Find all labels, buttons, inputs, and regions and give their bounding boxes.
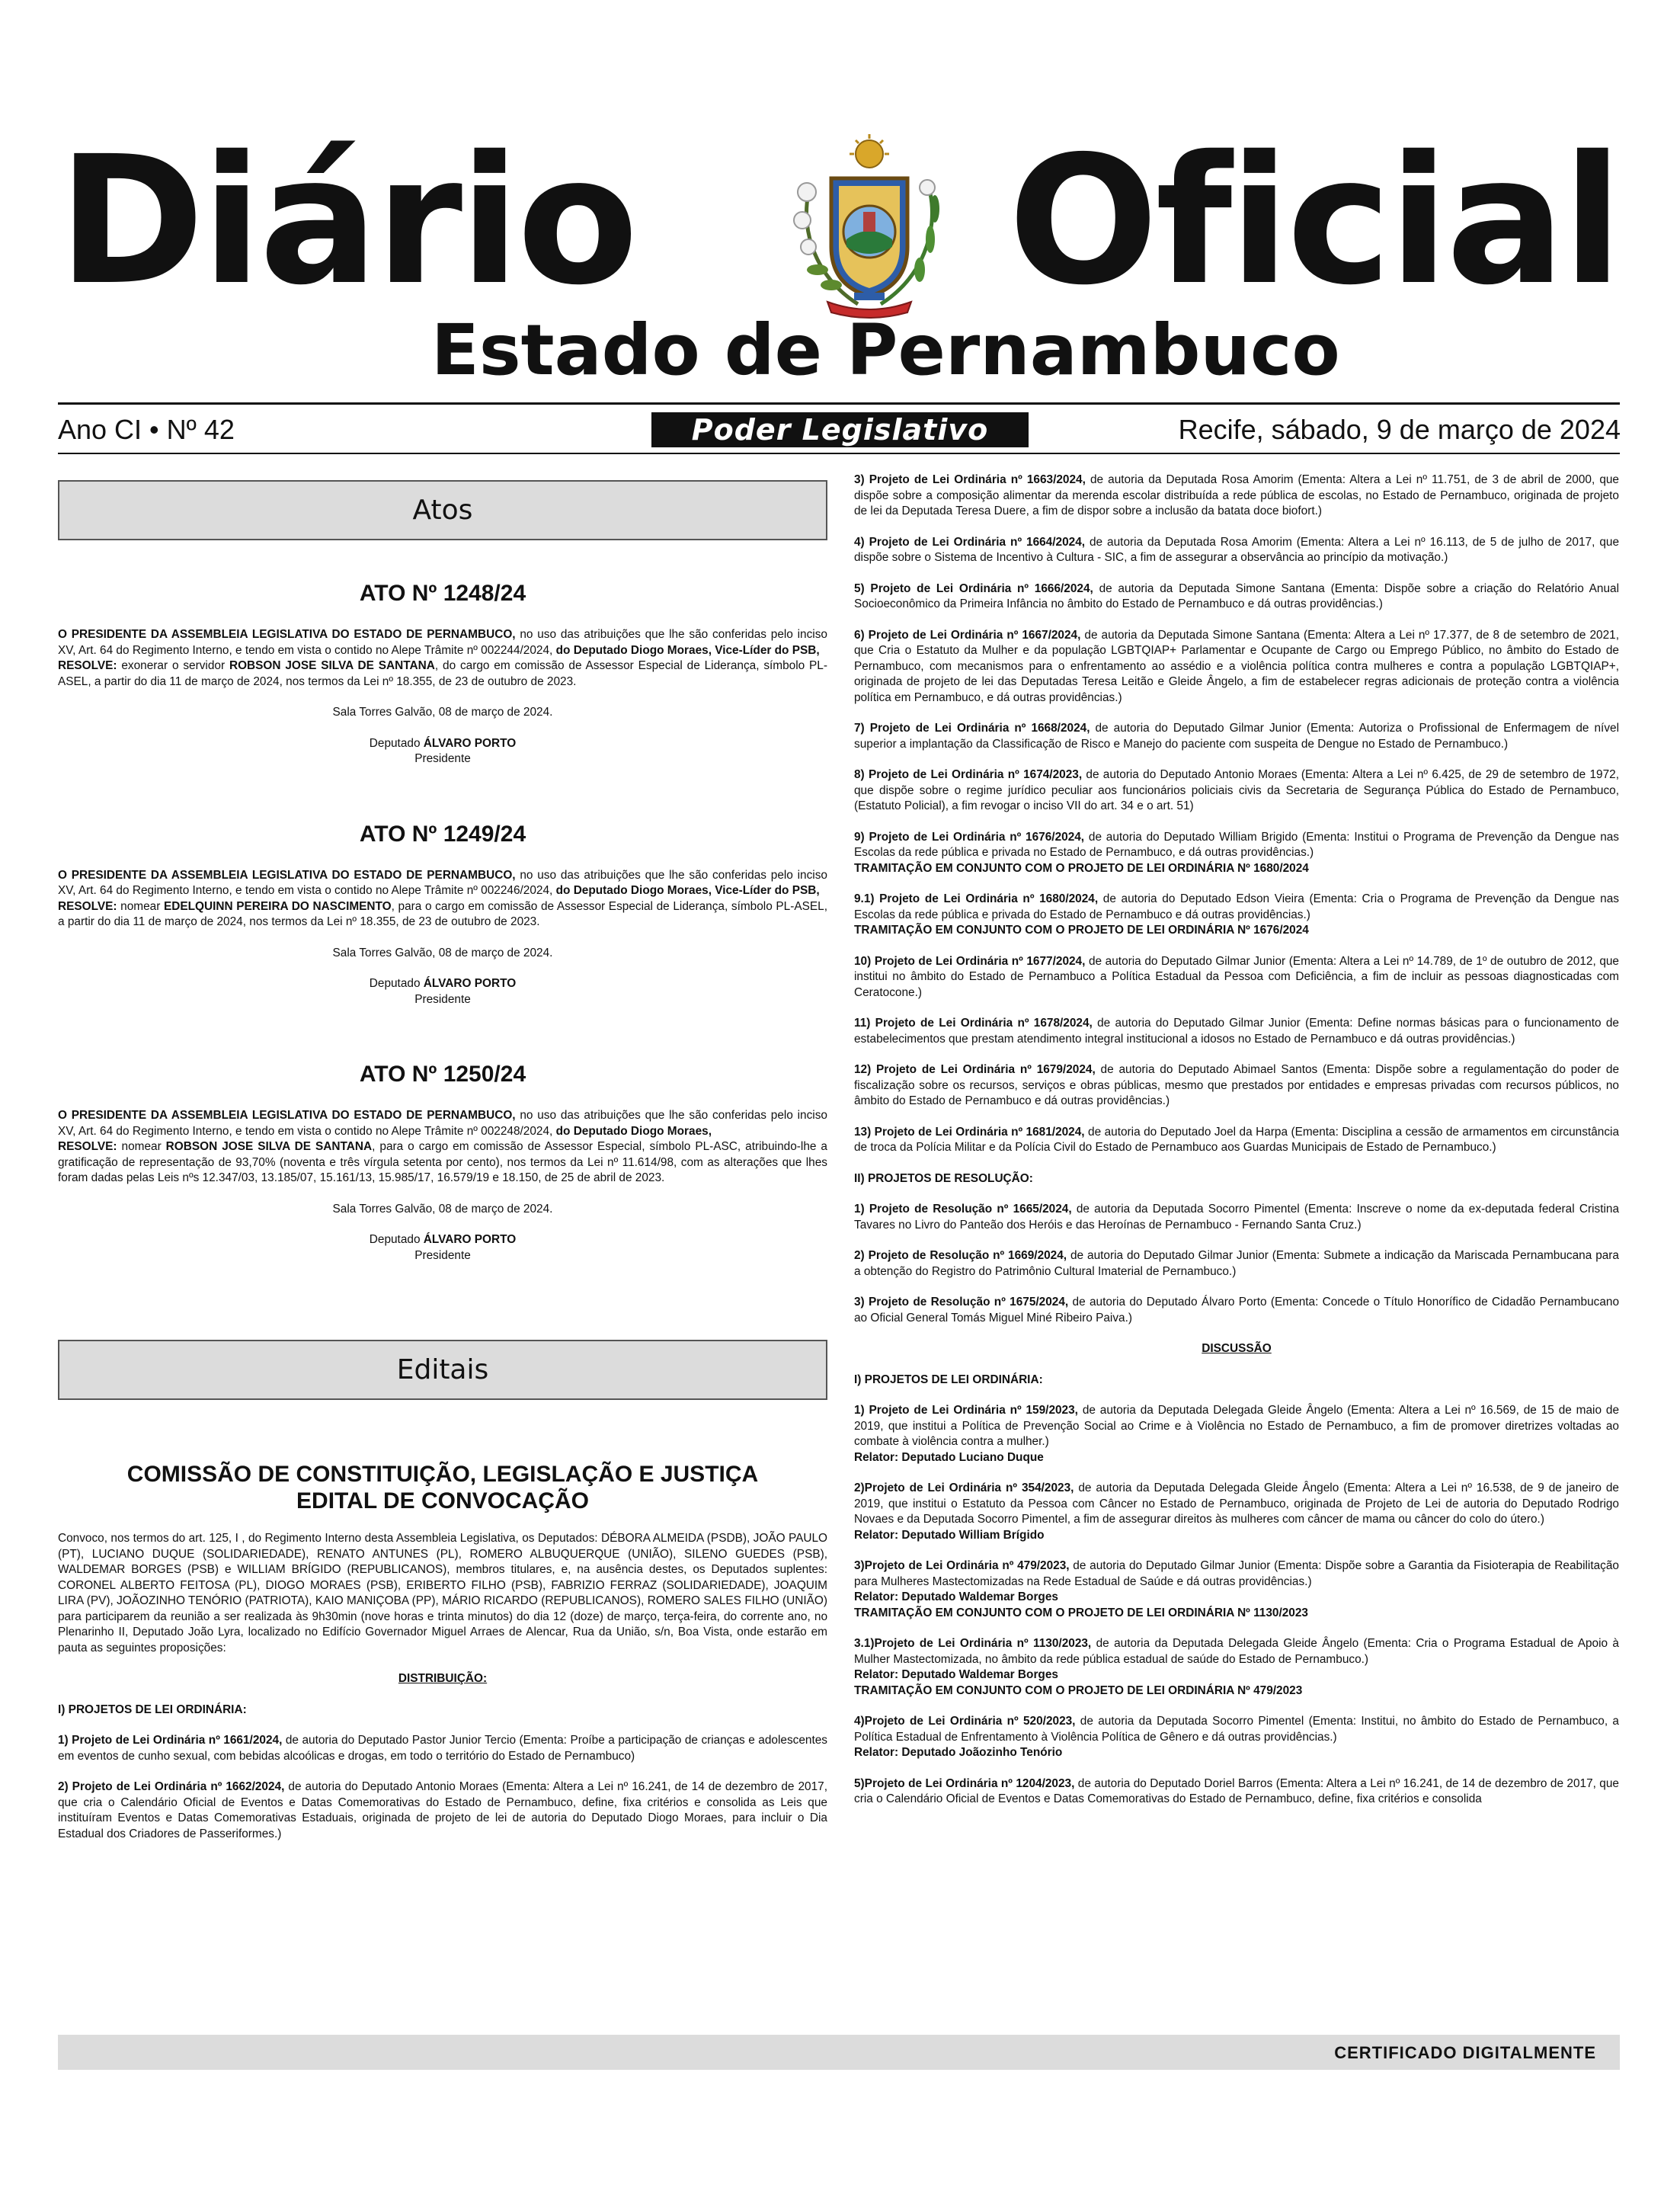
left-column [58,472,827,1857]
pernambuco-coat-of-arms-icon [786,133,953,319]
issue-date: Recife, sábado, 9 de março de 2024 [1178,414,1621,445]
list-item: 7) Projeto de Lei Ordinária nº 1668/2024, de autoria do Deputado Gilmar Junior (Ementa: Autoriza o Profissional de Enfermagem de nível superior a implantação da Classificação de Risco e Manejo do paciente com suspeita de Dengue no Estado de Pernambuco.) [854,722,1620,751]
section-band: Poder Legislativo [651,412,1029,447]
list-item: 2)Projeto de Lei Ordinária nº 354/2023, de autoria da Deputada Delegada Gleide Ângelo (Ementa: Altera a Lei nº 16.538, de 9 de janeiro de 2019, que institui o Estatuto da Pessoa com Câncer no Estado de Pernambuco, originada de Projeto de Lei de autoria do Deputado Rodrigo Novaes e da Deputada Socorro Pimentel, a fim de assegurar direitos às mulheres com câncer de mama ou câncer do colo do útero.) Relator: Deputado William Brígido [854,1481,1619,1542]
right-column [854,472,1619,1823]
ato-1248 [58,580,827,767]
list-item: 4) Projeto de Lei Ordinária nº 1664/2024, de autoria da Deputada Rosa Amorim (Ementa: Altera a Lei nº 16.113, de 5 de julho de 2017, que dispõe sobre o Sistema de Incentivo à Cultura - SIC, a fim de assegurar a observância ao princípio da motivação.) [854,535,1620,564]
ato-preamble: O PRESIDENTE DA ASSEMBLEIA LEGISLATIVA DO ESTADO DE PERNAMBUCO, no uso das atribuições que lhe são conferidas pelo inciso XV, Art. 64 do Regimento Interno, e tendo em vista o contido no Alepe Trâmite nº 002246/2024, do Deputado Diogo Moraes, Vice-Líder do PSB, RESOLVE: nomear EDELQUINN PEREIRA DO NASCIMENTO, para o cargo em comissão de Assessor Especial de Liderança, símbolo PL-ASEL, a partir do dia 11 de março de 2024, nos termos da Lei nº 18.355, de 23 de outubro de 2023. [58,868,827,928]
ato-signature: Deputado ÁLVARO PORTO Presidente [369,736,517,765]
list-item: 1) Projeto de Resolução nº 1665/2024, de autoria da Deputada Socorro Pimentel (Ementa: Inscreve o nome da ex-deputada federal Cristina Tavares no Livro do Panteão dos Heróis e das Heroínas de Pernambuco - Fernando Santa Cruz.) [854,1203,1620,1232]
list-item: 10) Projeto de Lei Ordinária nº 1677/2024, de autoria do Deputado Gilmar Junior (Ementa: Altera a Lei nº 14.789, de 1º de outubro de 2012, que institui no âmbito do Estado de Pernambuco a Política Estadual da Pessoa com Deficiência, a fim de incluir as pessoas diagnosticadas com Ceratocone.) [854,954,1619,999]
ato-title: ATO Nº 1248/24 [359,581,526,606]
ato-place-date: Sala Torres Galvão, 08 de março de 2024. [332,706,553,719]
masthead-subtitle: Estado de Pernambuco [431,309,1340,391]
list-item: 6) Projeto de Lei Ordinária nº 1667/2024, de autoria da Deputada Simone Santana (Ementa: Altera a Lei nº 17.377, de 8 de setembro de 2021, que Cria o Estatuto da Mulher e da população LGBTQIAP+ Parlamentar e Ocupante de Cargo ou Emprego Público, no âmbito do Estado de Pernambuco, com mecanismos para o enfrentamento ao assédio e a violência política contra mulheres e contra a população LGBTQIAP+, originada de projeto de lei das Deputadas Teresa Leitão e Gleide Ângelo, a fim de estabelecer regras adicionais de proteção contra a violência política em Pernambuco, e dá outras providências.) [854,628,1619,704]
edital-body: Convoco, nos termos do art. 125, I , do Regimento Interno desta Assembleia Legislativa, os Deputados: DÉBORA ALMEIDA (PSDB), JOÃO PAULO (PT), LUCIANO DUQUE (SOLIDARIEDADE), RENATO ANTUNES (PL), ROMERO ALBUQUERQUE (UNIÃO), SILENO GUEDES (PSB), WALDEMAR BORGES (PSB) e WILLIAM BRÍGIDO (REPUBLICANOS), membros titulares, e, na ausência destes, os Deputados suplentes: CORONEL ALBERTO FEITOSA (PL), DIOGO MORAES (PSB), ERIBERTO FILHO (PSB), FABRIZIO FERRAZ (SOLIDARIEDADE), JOAQUIM LIRA (PV), JOÃOZINHO TENÓRIO (PATRIOTA), KAIO MANIÇOBA (PP), MÁRIO RICARDO (REPUBLICANOS), ROMERO SALES FILHO (UNIÃO) para participarem da reunião a ser realizada às 9h30min (nove horas e trinta minutos) do dia 12 (doze) de março, terça-feira, do corrente ano, no Plenarinho II, Deputado João Lyra, localizado no Edifício Governador Miguel Arraes de Alencar, Rua da União, s/n, Boa Vista, onde estarão em pauta as seguintes proposições: [58,1532,827,1654]
edital-convocacao [58,1461,827,1842]
ato-1249 [58,821,827,1008]
subsection-heading: I) PROJETOS DE LEI ORDINÁRIA: [854,1373,1043,1386]
ato-preamble: O PRESIDENTE DA ASSEMBLEIA LEGISLATIVA DO ESTADO DE PERNAMBUCO, no uso das atribuições que lhe são conferidas pelo inciso XV, Art. 64 do Regimento Interno, e tendo em vista o contido no Alepe Trâmite nº 002244/2024, do Deputado Diogo Moraes, Vice-Líder do PSB, RESOLVE: exonerar o servidor ROBSON JOSE SILVA DE SANTANA, do cargo em comissão de Assessor Especial de Liderança, símbolo PL-ASEL, a partir do dia 11 de março de 2024, nos termos da Lei nº 18.355, de 23 de outubro de 2023. [58,628,827,688]
list-item: 5) Projeto de Lei Ordinária nº 1666/2024, de autoria da Deputada Simone Santana (Ementa: Dispõe sobre a criação do Relatório Anual Socioeconômico da Primeira Infância no âmbito do Estado de Pernambuco e dá outras providências.) [854,581,1620,610]
list-item: 2) Projeto de Resolução nº 1669/2024, de autoria do Deputado Gilmar Junior (Ementa: Submete a indicação da Mariscada Pernambucana para a obtenção do Registro do Patrimônio Cultural Imaterial de Pernambuco.) [854,1249,1619,1278]
list-item: 4)Projeto de Lei Ordinária nº 520/2023, de autoria da Deputada Socorro Pimentel (Ementa: Institui, no âmbito do Estado de Pernambuco, a Política Estadual de Enfrentamento à Violência Política de Gênero e dá outras providências.) Relator: Deputado Joãozinho Tenório [854,1715,1619,1759]
list-item: 11) Projeto de Lei Ordinária nº 1678/2024, de autoria do Deputado Gilmar Junior (Ementa: Define normas básicas para o funcionamento de estabelecimentos que prestam atendimento integral institucional a idosos no Estado de Pernambuco e dá outras providências.) [854,1017,1619,1046]
atos-header: Atos [58,480,827,540]
list-item: 3) Projeto de Resolução nº 1675/2024, de autoria do Deputado Álvaro Porto (Ementa: Concede o Título Honorífico de Cidadão Pernambucano ao Oficial General Tomás Miguel Miné Ribeiro Paiva.) [854,1296,1619,1325]
header-bottom-rule [58,453,1620,454]
masthead-title-word1: Diário [58,118,635,324]
list-item: 3)Projeto de Lei Ordinária nº 479/2023, de autoria do Deputado Gilmar Junior (Ementa: Dispõe sobre a Garantia da Fisioterapia de Reabilitação para Mulheres Mastectomizadas na Rede Estadual de Saúde e dá outras providências.) Relator: Deputado Waldemar Borges TRAMITAÇÃO EM CONJUNTO COM O PROJETO DE LEI ORDINÁRIA Nº 1130/2023 [854,1559,1619,1619]
masthead-title-word2: Oficial [1008,118,1620,324]
ato-title: ATO Nº 1249/24 [359,821,526,847]
list-item: 3) Projeto de Lei Ordinária nº 1663/2024, de autoria da Deputada Rosa Amorim (Ementa: Altera a Lei nº 11.751, de 3 de abril de 2000, que dispõe sobre a composição alimentar da merenda escolar distribuída a rede pública de escolas, no Estado de Pernambuco, originada de projeto de lei da Deputada Teresa Duere, a fim de dispor sobre a inclusão da batata doce biofort.) [854,473,1619,517]
ato-signature: Deputado ÁLVARO PORTO Presidente [369,1233,517,1262]
list-item: 5)Projeto de Lei Ordinária nº 1204/2023, de autoria do Deputado Doriel Barros (Ementa: Altera a Lei nº 16.241, de 14 de dezembro de 2017, que cria o Calendário Oficial de Eventos e Datas Comemorativas do Estado de Pernambuco, define, fixa critérios e consolida [854,1776,1619,1805]
discussao-heading: DISCUSSÃO [1202,1342,1272,1355]
header-top-rule [58,402,1620,405]
ato-place-date: Sala Torres Galvão, 08 de março de 2024. [332,1202,553,1216]
edital-title: COMISSÃO DE CONSTITUIÇÃO, LEGISLAÇÃO E JUSTIÇA EDITAL DE CONVOCAÇÃO [126,1462,759,1514]
ato-signature: Deputado ÁLVARO PORTO Presidente [369,977,517,1006]
list-item: 1) Projeto de Lei Ordinária nº 159/2023, de autoria da Deputada Delegada Gleide Ângelo (Ementa: Altera a Lei nº 16.569, de 15 de maio de 2019, que institui a Política de Prevenção Social ao Crime e à Violência no Estado de Pernambuco, a fim de promover diretrizes voltadas ao combate à violência contra a mulher.) Relator: Deputado Luciano Duque [854,1404,1619,1464]
list-item: 8) Projeto de Lei Ordinária nº 1674/2023, de autoria do Deputado Antonio Moraes (Ementa: Altera a Lei nº 6.425, de 29 de setembro de 1972, que dispõe sobre o regime jurídico peculiar aos funcionários policiais civis da Secretaria de Segurança Pública do Estado de Pernambuco, (Estatuto Policial), a fim revogar o inciso VII do art. 34 e o art. 51) [854,768,1620,812]
ato-preamble: O PRESIDENTE DA ASSEMBLEIA LEGISLATIVA DO ESTADO DE PERNAMBUCO, no uso das atribuições que lhe são conferidas pelo inciso XV, Art. 64 do Regimento Interno, e tendo em vista o contido no Alepe Trâmite nº 002248/2024, do Deputado Diogo Moraes, RESOLVE: nomear ROBSON JOSE SILVA DE SANTANA, para o cargo em comissão de Assessor Especial, símbolo PL-ASC, atribuindo-lhe a gratificação de representação de 93,70% (noventa e três vírgula setenta por cento), nos termos da Lei nº 11.614/98, com as alterações que lhes foram dadas pelas Leis nºs 12.347/03, 13.185/07, 15.161/13, 15.985/17, 16.579/19 e 18.150, de 25 de abril de 2023. [58,1109,827,1184]
list-item: 12) Projeto de Lei Ordinária nº 1679/2024, de autoria do Deputado Abimael Santos (Ementa: Dispõe sobre a regulamentação do poder de fiscalização sobre os recursos, serviços e obras públicas, mesmo que prestados por entidades e empresas privadas com recursos públicos, no âmbito do Estado de Pernambuco e dá outras providências.) [854,1063,1620,1107]
ato-1250 [58,1061,827,1264]
list-item: 2) Projeto de Lei Ordinária nº 1662/2024, de autoria do Deputado Antonio Moraes (Ementa: Altera a Lei nº 16.241, de 14 de dezembro de 2017, que cria o Calendário Oficial de Eventos e Datas Comemorativas do Estado de Pernambuco, define, fixa critérios e consolida as Leis que instituíram Eventos e Datas Comemorativas Estaduais, originada de projeto de lei de autoria do Deputado Diogo Moraes, para incluir o Dia Estadual dos Criadores de Passeriformes.) [58,1780,827,1840]
distribuicao-heading: DISTRIBUIÇÃO: [398,1672,488,1685]
list-item: 1) Projeto de Lei Ordinária nº 1661/2024, de autoria do Deputado Pastor Junior Tercio (Ementa: Proíbe a participação de crianças e adolescentes em eventos de cunho sexual, com bebidas alcoólicas e drogas, em todo o território do Estado de Pernambuco) [58,1734,827,1763]
list-item: 9.1) Projeto de Lei Ordinária nº 1680/2024, de autoria do Deputado Edson Vieira (Ementa: Cria o Programa de Prevenção da Dengue nas Escolas da rede pública e privada do Estado de Pernambuco e dá outras providências.) TRAMITAÇÃO EM CONJUNTO COM O PROJETO DE LEI ORDINÁRIA Nº 1676/2024 [854,892,1619,937]
issue-number: Ano CI • Nº 42 [58,414,235,445]
ato-title: ATO Nº 1250/24 [359,1062,526,1087]
footer-certified: CERTIFICADO DIGITALMENTE [1334,2043,1596,2062]
subsection-heading: I) PROJETOS DE LEI ORDINÁRIA: [58,1703,247,1716]
list-item: 13) Projeto de Lei Ordinária nº 1681/2024, de autoria do Deputado Joel da Harpa (Ementa: Disciplina a cessão de armamentos em circunstância de troca da Polícia Militar e da Polícia Civil do Estado de Pernambuco aos Guardas Municipais de Estado de Pernambuco.) [854,1125,1620,1154]
list-item: 9) Projeto de Lei Ordinária nº 1676/2024, de autoria do Deputado William Brigido (Ementa: Institui o Programa de Prevenção da Dengue nas Escolas da rede pública e privada no Estado de Pernambuco, e dá outras providências.) TRAMITAÇÃO EM CONJUNTO COM O PROJETO DE LEI ORDINÁRIA Nº 1680/2024 [854,830,1620,875]
list-item: 3.1)Projeto de Lei Ordinária nº 1130/2023, de autoria da Deputada Delegada Gleide Ângelo (Ementa: Cria o Programa Estadual de Apoio à Mulher Mastectomizada, no âmbito da rede pública estadual de saúde do Estado de Pernambuco.) Relator: Deputado Waldemar Borges TRAMITAÇÃO EM CONJUNTO COM O PROJETO DE LEI ORDINÁRIA Nº 479/2023 [854,1637,1619,1697]
masthead [58,118,1620,391]
editais-header: Editais [58,1340,827,1400]
subsection-heading: II) PROJETOS DE RESOLUÇÃO: [854,1171,1033,1185]
ato-place-date: Sala Torres Galvão, 08 de março de 2024. [332,946,553,959]
